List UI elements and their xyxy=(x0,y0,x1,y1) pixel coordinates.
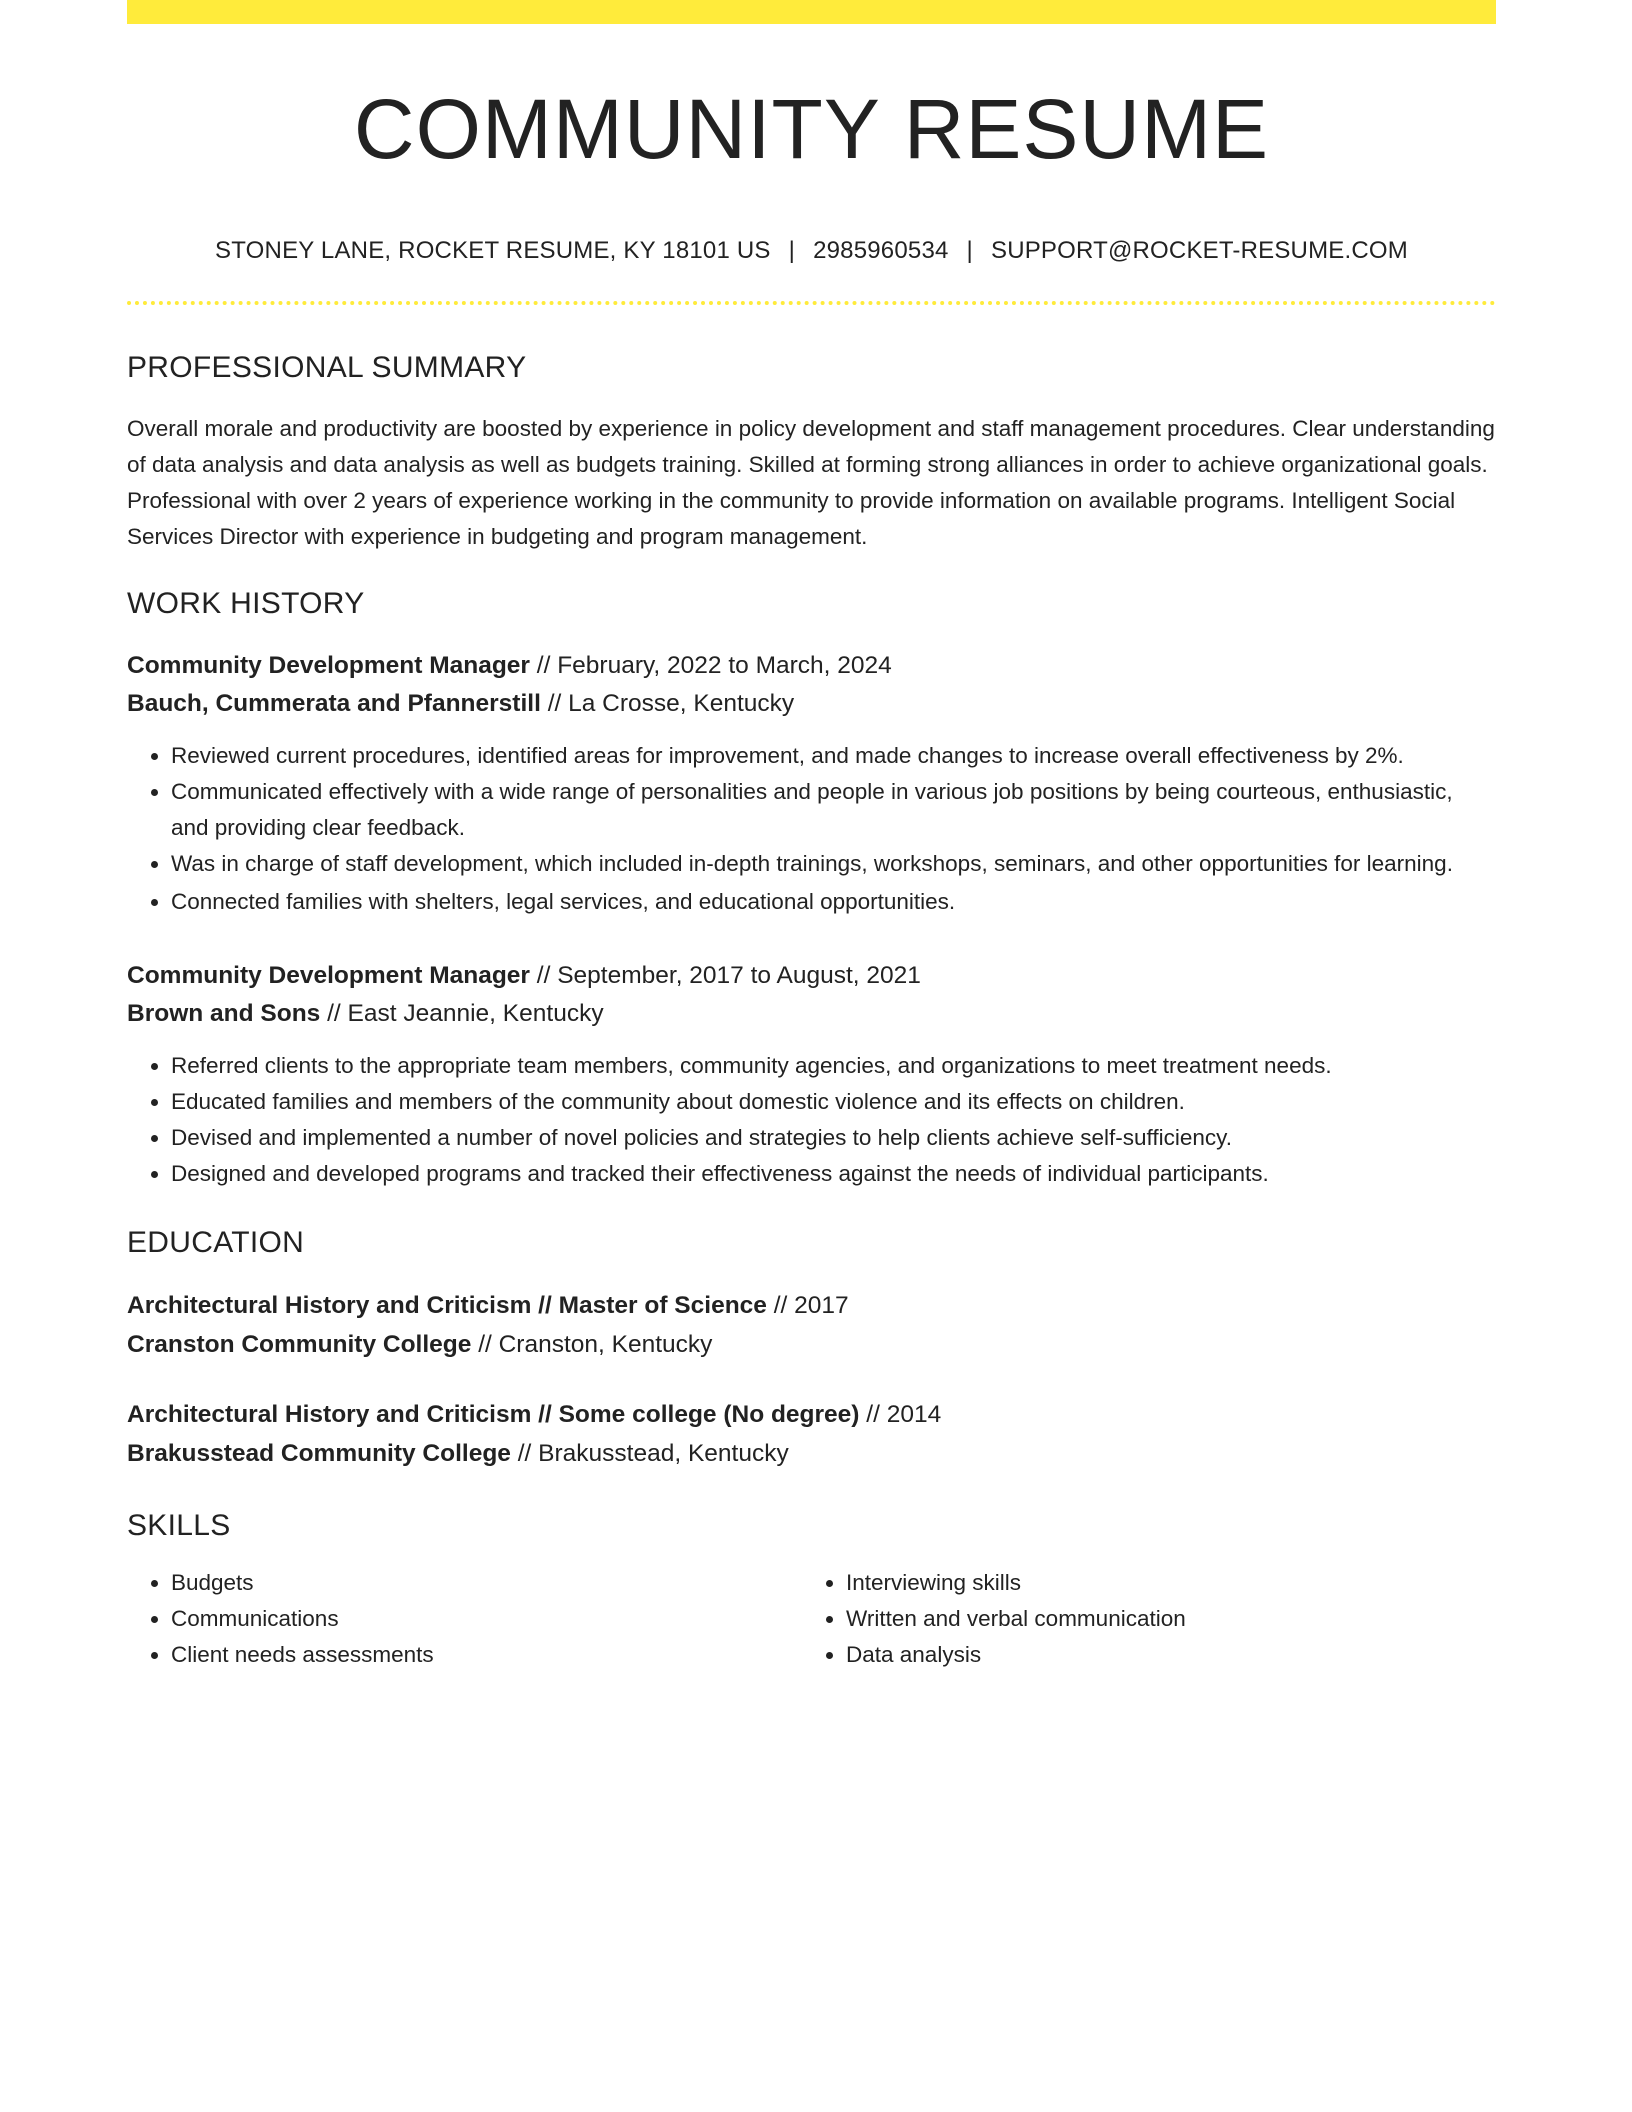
resume-page xyxy=(127,0,1496,1673)
education-school-line xyxy=(127,1434,1496,1473)
job-bullets xyxy=(127,738,1496,920)
dotted-divider xyxy=(127,301,1496,305)
education-degree-line xyxy=(127,1286,1496,1325)
job-bullet: • Connected families with shelters, legal services, and educational opportunities. xyxy=(171,884,1496,920)
education-school: Cranston Community College xyxy=(127,1331,472,1358)
education-year: // 2014 xyxy=(859,1401,942,1428)
education-degree: Architectural History and Criticism // Master of Science xyxy=(127,1292,767,1319)
education-location: // Cranston, Kentucky xyxy=(471,1331,713,1358)
job-entry xyxy=(127,647,1496,723)
education-location: // Brakusstead, Kentucky xyxy=(510,1440,789,1467)
skill-item: • Interviewing skills xyxy=(846,1565,1496,1601)
skill-item: • Client needs assessments xyxy=(171,1637,802,1673)
work-section-title: WORK HISTORY xyxy=(127,587,365,620)
job-role: Community Development Manager xyxy=(127,962,530,989)
job-dates: // February, 2022 to March, 2024 xyxy=(529,652,892,679)
education-school-line xyxy=(127,1325,1496,1364)
education-degree-line xyxy=(127,1395,1496,1434)
job-bullet: • Was in charge of staff development, which included in-depth trainings, workshops, seminars, and other opportunities for learning. xyxy=(171,846,1496,882)
skills-column-left xyxy=(127,1565,802,1673)
skill-item: • Written and verbal communication xyxy=(846,1601,1496,1637)
job-bullet: • Communicated effectively with a wide range of personalities and people in various job positions by being courteous, enthusiastic, and providing clear feedback. xyxy=(171,774,1496,846)
job-header xyxy=(127,957,1496,995)
job-company: Brown and Sons xyxy=(127,1000,321,1027)
contact-address: STONEY LANE, ROCKET RESUME, KY 18101 US xyxy=(215,237,771,264)
job-dates: // September, 2017 to August, 2021 xyxy=(529,962,921,989)
job-location: // East Jeannie, Kentucky xyxy=(320,1000,604,1027)
skills-section-title: SKILLS xyxy=(127,1509,231,1542)
resume-title: COMMUNITY RESUME xyxy=(353,82,1270,176)
education-degree: Architectural History and Criticism // Some college (No degree) xyxy=(127,1401,860,1428)
contact-separator: | xyxy=(966,237,973,264)
summary-text: Overall morale and productivity are boosted by experience in policy development and staff management procedures. Clear understanding of data analysis and data analysis as well as budgets training. Skilled at forming strong alliances in order to achieve organizational goals. Professional with over 2 years of experience working in the community to provide information on available programs. Intelligent Social Services Director with experience in budgeting and program management. xyxy=(127,416,1495,549)
contact-phone: 2985960534 xyxy=(813,237,949,264)
job-bullet: • Devised and implemented a number of novel policies and strategies to help clients achieve self-sufficiency. xyxy=(171,1120,1496,1156)
job-company-line xyxy=(127,685,1496,723)
skill-item: • Communications xyxy=(171,1601,802,1637)
job-entry xyxy=(127,957,1496,1033)
skill-item: • Budgets xyxy=(171,1565,802,1601)
job-bullet: • Designed and developed programs and tracked their effectiveness against the needs of individual participants. xyxy=(171,1156,1496,1192)
education-section-title: EDUCATION xyxy=(127,1226,305,1259)
job-location: // La Crosse, Kentucky xyxy=(540,690,795,717)
education-entry xyxy=(127,1286,1496,1364)
summary-section-title: PROFESSIONAL SUMMARY xyxy=(127,351,527,384)
job-bullet: • Referred clients to the appropriate team members, community agencies, and organizations to meet treatment needs. xyxy=(171,1048,1496,1084)
accent-top-bar xyxy=(127,0,1496,24)
skills-list xyxy=(127,1565,1496,1673)
contact-line xyxy=(127,239,1496,263)
job-role: Community Development Manager xyxy=(127,652,530,679)
contact-separator: | xyxy=(788,237,796,264)
education-year: // 2017 xyxy=(766,1292,849,1319)
job-bullet: • Reviewed current procedures, identified areas for improvement, and made changes to increase overall effectiveness by 2%. xyxy=(171,738,1496,774)
education-entry xyxy=(127,1395,1496,1473)
job-bullets xyxy=(127,1048,1496,1192)
job-company: Bauch, Cummerata and Pfannerstill xyxy=(127,690,541,717)
job-company-line xyxy=(127,995,1496,1033)
job-header xyxy=(127,647,1496,685)
skill-item: • Data analysis xyxy=(846,1637,1496,1673)
education-school: Brakusstead Community College xyxy=(127,1440,511,1467)
contact-email: SUPPORT@ROCKET-RESUME.COM xyxy=(990,237,1408,264)
job-bullet: • Educated families and members of the community about domestic violence and its effects on children. xyxy=(171,1084,1496,1120)
skills-column-right xyxy=(802,1565,1496,1673)
